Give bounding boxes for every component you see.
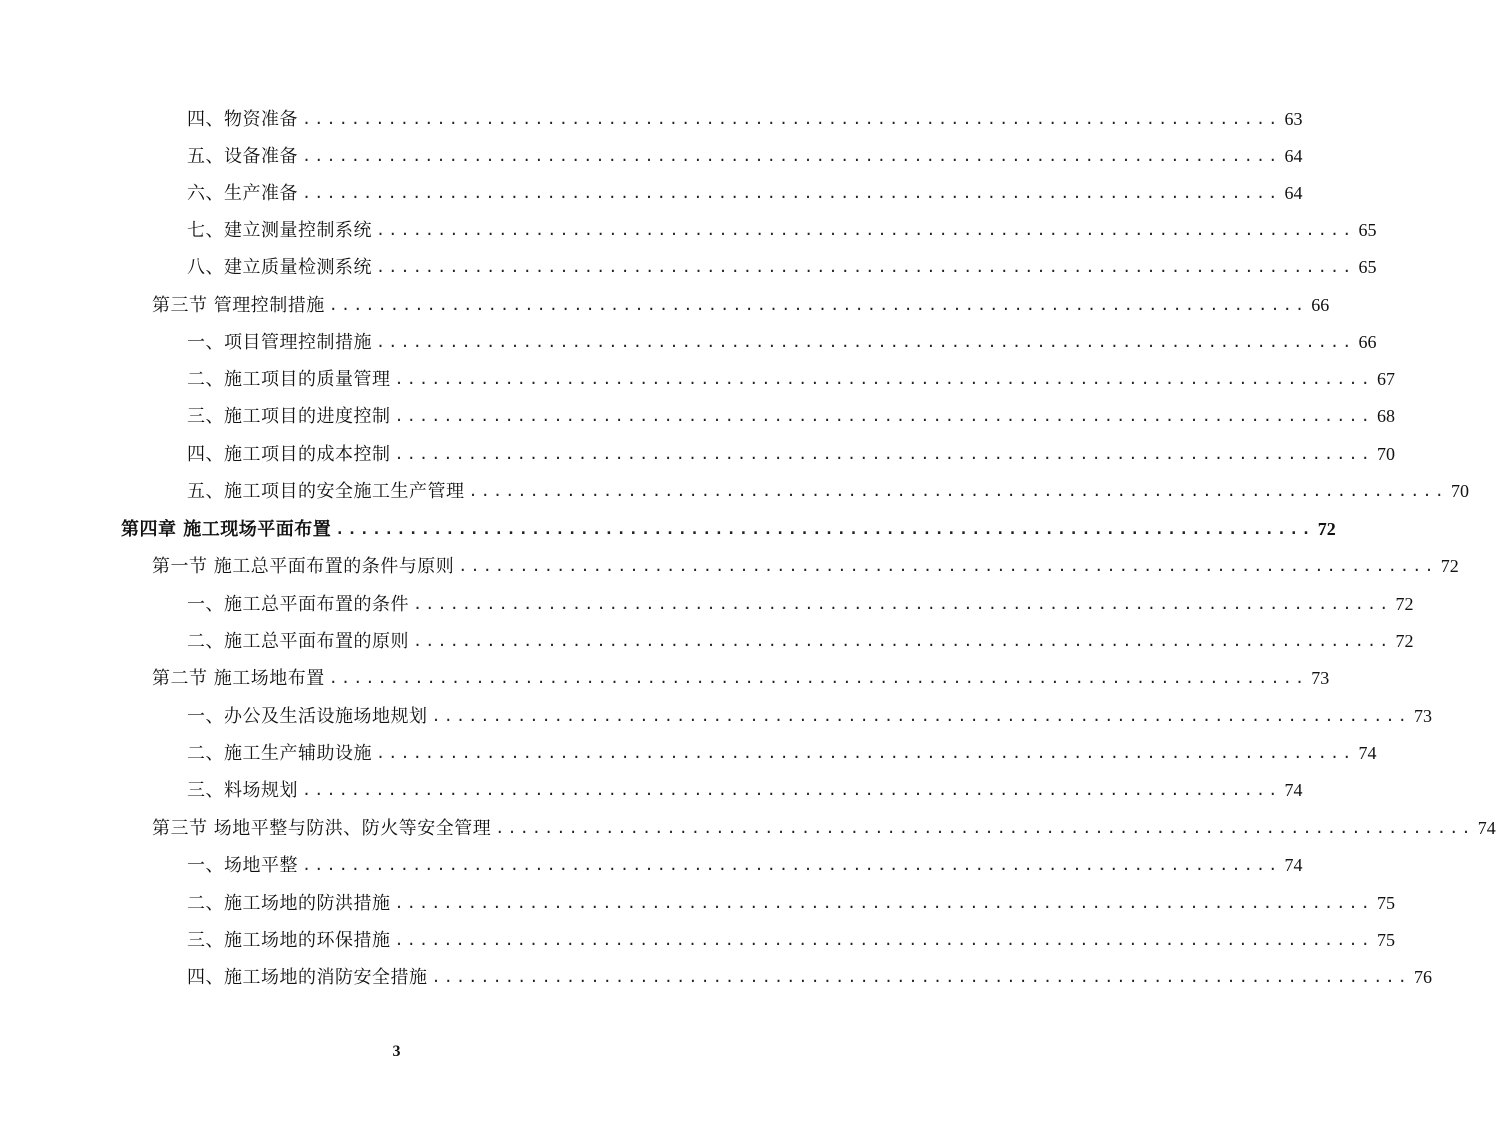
toc-entry-title: 第三节 场地平整与防洪、防火等安全管理 [152, 818, 492, 839]
toc-entry-title: 二、施工生产辅助设施 [187, 743, 372, 764]
dot-leader: ................................................................................ [302, 110, 1281, 128]
toc-entry[interactable] [187, 772, 1303, 809]
toc-entry-title: 三、施工项目的进度控制 [187, 406, 391, 427]
toc-entry-title: 一、场地平整 [187, 855, 298, 876]
page-number: 3 [392, 1043, 401, 1060]
dot-leader: ................................................................................ [376, 744, 1355, 762]
toc-entry[interactable] [187, 361, 1395, 398]
toc-entry-page: 64 [1284, 146, 1303, 166]
toc-entry-title: 四、施工项目的成本控制 [187, 444, 391, 465]
dot-leader: ................................................................................ [413, 595, 1392, 613]
dot-leader: ................................................................................ [394, 931, 1373, 949]
toc-entry-title: 第二节 施工场地布置 [152, 668, 325, 689]
toc-entry-chapter[interactable] [121, 511, 1336, 548]
toc-entry-title: 一、施工总平面布置的条件 [187, 594, 409, 615]
toc-entry-title: 二、施工总平面布置的原则 [187, 631, 409, 652]
dot-leader: ................................................................................ [468, 482, 1447, 500]
dot-leader: ................................................................................ [413, 632, 1392, 650]
toc-entry-page: 70 [1376, 444, 1395, 464]
toc-entry-title: 四、物资准备 [187, 109, 298, 130]
toc-entry-page: 75 [1376, 893, 1395, 913]
toc-entry-section[interactable] [152, 287, 1330, 324]
toc-entry[interactable] [187, 959, 1432, 996]
toc-entry[interactable] [187, 175, 1303, 212]
dot-leader: ................................................................................ [376, 258, 1355, 276]
toc-entry-page: 74 [1284, 780, 1303, 800]
toc-entry-page: 72 [1395, 631, 1414, 651]
toc-entry-page: 74 [1358, 743, 1377, 763]
toc-entry-page: 67 [1376, 369, 1395, 389]
toc-entry-title: 一、办公及生活设施场地规划 [187, 706, 428, 727]
toc-entry[interactable] [187, 249, 1377, 286]
toc-entry-page: 63 [1284, 109, 1303, 129]
toc-entry[interactable] [187, 398, 1395, 435]
toc-entry-title: 七、建立测量控制系统 [187, 220, 372, 241]
toc-entry[interactable] [187, 324, 1377, 361]
toc-entry-title: 五、设备准备 [187, 146, 298, 167]
dot-leader: ................................................................................ [394, 370, 1373, 388]
toc-entry-page: 72 [1440, 556, 1459, 576]
dot-leader: ................................................................................ [394, 894, 1373, 912]
dot-leader: ................................................................................ [458, 557, 1437, 575]
toc-entry-title: 一、项目管理控制措施 [187, 332, 372, 353]
toc-entry-section[interactable] [152, 548, 1459, 585]
toc-entry-page: 72 [1317, 519, 1336, 539]
toc-entry-page: 75 [1376, 930, 1395, 950]
dot-leader: ................................................................................ [394, 407, 1373, 425]
toc-entry-page: 73 [1413, 706, 1432, 726]
toc-entry-title: 第一节 施工总平面布置的条件与原则 [152, 556, 455, 577]
toc-entry[interactable] [187, 698, 1432, 735]
toc-entry-title: 三、施工场地的环保措施 [187, 930, 391, 951]
toc-entry-page: 66 [1358, 332, 1377, 352]
toc-entry-page: 70 [1450, 481, 1469, 501]
dot-leader: ................................................................................ [495, 819, 1474, 837]
toc-entry-section[interactable] [152, 810, 1496, 847]
toc-entry-title: 四、施工场地的消防安全措施 [187, 967, 428, 988]
dot-leader: ................................................................................ [376, 333, 1355, 351]
toc-entry-title: 二、施工项目的质量管理 [187, 369, 391, 390]
toc-entry[interactable] [187, 138, 1303, 175]
toc-entry-title: 六、生产准备 [187, 183, 298, 204]
toc-entry-page: 65 [1358, 257, 1377, 277]
toc-entry-title: 第三节 管理控制措施 [152, 295, 325, 316]
toc-entry[interactable] [187, 735, 1377, 772]
toc-entry[interactable] [187, 101, 1303, 138]
dot-leader: ................................................................................ [376, 221, 1355, 239]
toc-entry-page: 66 [1311, 295, 1330, 315]
toc-entry-page: 72 [1395, 594, 1414, 614]
toc-entry-page: 76 [1413, 967, 1432, 987]
dot-leader: ................................................................................ [328, 296, 1308, 314]
toc-entry-title: 三、料场规划 [187, 780, 298, 801]
toc-entry[interactable] [187, 847, 1303, 884]
dot-leader: ................................................................................ [335, 520, 1314, 538]
toc-entry-title: 第四章 施工现场平面布置 [121, 519, 332, 540]
toc-entry-title: 二、施工场地的防洪措施 [187, 893, 391, 914]
toc-entry-page: 68 [1376, 406, 1395, 426]
toc-entry[interactable] [187, 885, 1395, 922]
toc-entry-title: 八、建立质量检测系统 [187, 257, 372, 278]
dot-leader: ................................................................................ [328, 669, 1308, 687]
toc-entry-page: 74 [1477, 818, 1496, 838]
toc-entry[interactable] [187, 922, 1395, 959]
toc-entry-title: 五、施工项目的安全施工生产管理 [187, 481, 465, 502]
dot-leader: ................................................................................ [431, 968, 1410, 986]
dot-leader: ................................................................................ [431, 707, 1410, 725]
dot-leader: ................................................................................ [302, 781, 1281, 799]
toc-entry-page: 73 [1311, 668, 1330, 688]
toc-entry-section[interactable] [152, 660, 1330, 697]
toc-entry[interactable] [187, 586, 1414, 623]
toc-entry[interactable] [187, 473, 1469, 510]
dot-leader: ................................................................................ [302, 184, 1281, 202]
dot-leader: ................................................................................ [302, 147, 1281, 165]
toc-entry[interactable] [187, 212, 1377, 249]
toc-entry[interactable] [187, 623, 1414, 660]
toc-entry-page: 65 [1358, 220, 1377, 240]
dot-leader: ................................................................................ [394, 445, 1373, 463]
toc-entry-page: 64 [1284, 183, 1303, 203]
toc-entry[interactable] [187, 436, 1395, 473]
dot-leader: ................................................................................ [302, 856, 1281, 874]
toc-entry-page: 74 [1284, 855, 1303, 875]
